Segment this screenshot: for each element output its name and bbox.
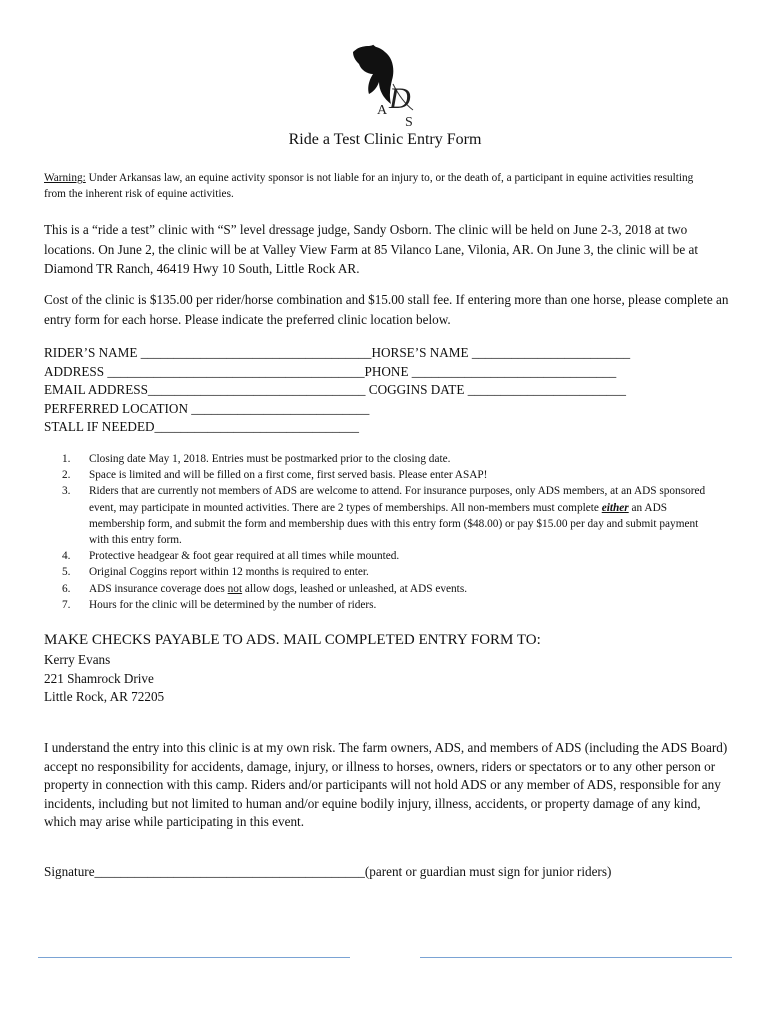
entry-fields xyxy=(44,344,630,437)
list-item: 2. Space is limited and will be filled on a first come, first served basis. Please enter ASAP! xyxy=(62,469,488,482)
svg-text:S: S xyxy=(405,115,413,130)
checks-heading: MAKE CHECKS PAYABLE TO ADS. MAIL COMPLETED ENTRY FORM TO: xyxy=(44,632,541,648)
list-item: 5. Original Coggins report within 12 months is required to enter. xyxy=(62,566,369,579)
list-item: 6. ADS insurance coverage does not allow dogs, leashed or unleashed, at ADS events. xyxy=(62,582,468,595)
address-line: Little Rock, AR 72205 xyxy=(44,689,165,704)
list-item: 1. Closing date May 1, 2018. Entries must be postmarked prior to the closing date. xyxy=(62,453,451,465)
cost-paragraph: Cost of the clinic is $135.00 per rider/horse combination and $15.00 stall fee. If entering more than one horse, please complete an entry form for each horse. Please indicate the preferred clinic location below. xyxy=(44,292,729,327)
svg-text:A: A xyxy=(377,103,388,118)
release-paragraph: I understand the entry into this clinic is at my own risk. The farm owners, ADS, and members of ADS (including the ADS Board) accept no responsibility for accidents, damage, injury, or illness to horses, owners, riders or spectators or to any other person or property in connection with this camp. Riders and/or participants will not hold ADS or any member of ADS, responsible for any incidents, including but not limited to human and/or equine bodily injury, illness, accidents, or property damage of any kind, which may arise while participating in this event. xyxy=(44,740,728,829)
ads-horse-logo xyxy=(343,44,433,130)
field-row-email-coggins[interactable]: EMAIL ADDRESS_________________________________ COGGINS DATE ________________________ xyxy=(44,382,626,397)
field-row-address-phone[interactable]: ADDRESS _______________________________________PHONE _______________________________ xyxy=(44,363,617,379)
address-line: 221 Shamrock Drive xyxy=(44,670,154,686)
signature-line[interactable]: Signature_________________________________________(parent or guardian must sign for junior riders) xyxy=(44,864,612,879)
bottom-rule-right xyxy=(420,957,732,958)
emphasis-not: not xyxy=(227,582,243,595)
svg-text:D: D xyxy=(389,82,411,115)
field-row-location[interactable]: PERFERRED LOCATION ___________________________ xyxy=(44,400,370,416)
field-row-stall[interactable]: STALL IF NEEDED_______________________________ xyxy=(44,419,359,434)
field-row-rider-horse[interactable]: RIDER’S NAME ___________________________________HORSE’S NAME ________________________ xyxy=(44,345,631,360)
form-title: Ride a Test Clinic Entry Form xyxy=(288,131,482,148)
warning-label: Warning: xyxy=(44,172,86,184)
address-line: Kerry Evans xyxy=(44,652,111,667)
warning-text: Under Arkansas law, an equine activity sponsor is not liable for an injury to, or the death of, a participant in equine activities resulting from the inherent risk of equine activities. xyxy=(44,172,694,200)
liability-warning xyxy=(44,170,704,202)
mailing-address xyxy=(44,651,164,707)
list-item: 7. Hours for the clinic will be determined by the number of riders. xyxy=(62,598,377,611)
bottom-rule-left xyxy=(38,957,350,958)
intro-paragraph: This is a “ride a test” clinic with “S” level dressage judge, Sandy Osborn. The clinic will be held on June 2-3, 2018 at two locations. On June 2, the clinic will be at Valley View Farm at 85 Vilanco Lane, Vilonia, AR. On June 3, the clinic will be at Diamond TR Ranch, 46419 Hwy 10 South, Little Rock AR. xyxy=(44,222,699,276)
rules-list xyxy=(62,451,712,613)
list-item: 4. Protective headgear & foot gear required at all times while mounted. xyxy=(62,550,400,563)
emphasis-either: either xyxy=(601,501,629,514)
list-item: 3. Riders that are currently not members of ADS are welcome to attend. For insurance purposes, only ADS members, at an ADS sponsored event, may participate in mounted activities. There are 2 types of memberships. All non-members must complete either an ADS membership form, and submit the form and membership dues with this entry form ($48.00) or pay $15.00 per day and submit payment with this entry form. xyxy=(62,485,706,547)
